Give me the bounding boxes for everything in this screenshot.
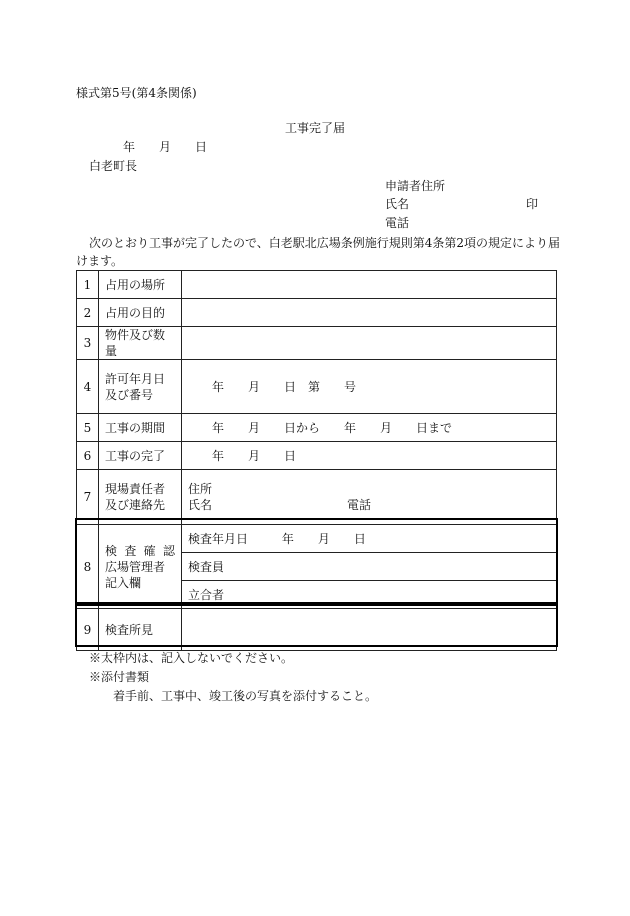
contact-address-label: 住所 <box>188 482 213 496</box>
row-number: 7 <box>77 470 99 525</box>
inspection-date-cell <box>182 525 557 553</box>
applicant-name-label: 氏名 <box>385 197 410 211</box>
row-number: 2 <box>77 299 99 327</box>
inspection-manager-label: 広場管理者記入欄 <box>105 559 166 590</box>
row-value <box>182 271 557 299</box>
table-row <box>77 525 557 553</box>
applicant-address-label: 申請者住所 <box>385 179 446 193</box>
site-manager-contact <box>182 470 557 525</box>
row-number: 6 <box>77 442 99 470</box>
row-label: 工事の期間 <box>99 414 182 442</box>
contact-name-label: 氏名 <box>188 498 213 512</box>
table-row <box>77 327 557 360</box>
addressee: 白老町長 <box>89 159 138 173</box>
contact-phone-label: 電話 <box>347 498 372 512</box>
table-row <box>77 442 557 470</box>
row-number: 5 <box>77 414 99 442</box>
inspection-findings-value <box>182 609 557 651</box>
inspection-date-value: 年 月 日 <box>281 531 366 546</box>
table-row <box>77 470 557 525</box>
row-label: 占用の目的 <box>99 299 182 327</box>
inspection-section-label <box>99 525 182 609</box>
inspection-date-label: 検査年月日 <box>188 531 249 546</box>
row-label: 許可年月日及び番号 <box>99 360 182 414</box>
date-line: 年 月 日 <box>123 140 208 154</box>
note-attachment-detail: 着手前、工事中、竣工後の写真を添付すること。 <box>113 689 378 703</box>
applicant-phone-label: 電話 <box>385 216 410 230</box>
table-row <box>77 299 557 327</box>
note-thick-frame: ※太枠内は、記入しないでください。 <box>89 651 294 665</box>
row-value <box>182 299 557 327</box>
completion-date-value: 年 月 日 <box>182 442 557 470</box>
row-label: 現場責任者及び連絡先 <box>99 470 182 525</box>
document-title: 工事完了届 <box>285 121 346 135</box>
table-row <box>77 271 557 299</box>
inspection-confirmation-label: 検査確認 <box>105 543 175 558</box>
seal-mark: 印 <box>526 197 539 211</box>
construction-period-value: 年 月 日から 年 月 日まで <box>182 414 557 442</box>
note-attachments: ※添付書類 <box>89 670 150 684</box>
table-row <box>77 360 557 414</box>
row-number: 4 <box>77 360 99 414</box>
intro-text-line2: けます。 <box>76 254 124 268</box>
row-number: 9 <box>77 609 99 651</box>
row-number: 8 <box>77 525 99 609</box>
report-table <box>76 270 557 651</box>
row-label: 占用の場所 <box>99 271 182 299</box>
row-number: 3 <box>77 327 99 360</box>
row-number: 1 <box>77 271 99 299</box>
inspector-label: 検査員 <box>182 553 557 581</box>
permit-date-number-value: 年 月 日 第 号 <box>182 360 557 414</box>
table-row <box>77 609 557 651</box>
witness-label: 立合者 <box>182 581 557 609</box>
row-label: 工事の完了 <box>99 442 182 470</box>
table-row <box>77 414 557 442</box>
row-label: 検査所見 <box>99 609 182 651</box>
row-value <box>182 327 557 360</box>
form-number: 様式第5号(第4条関係) <box>76 86 197 100</box>
row-label: 物件及び数量 <box>99 327 182 360</box>
intro-text-line1: 次のとおり工事が完了したので、白老駅北広場条例施行規則第4条第2項の規定により届 <box>89 236 561 250</box>
